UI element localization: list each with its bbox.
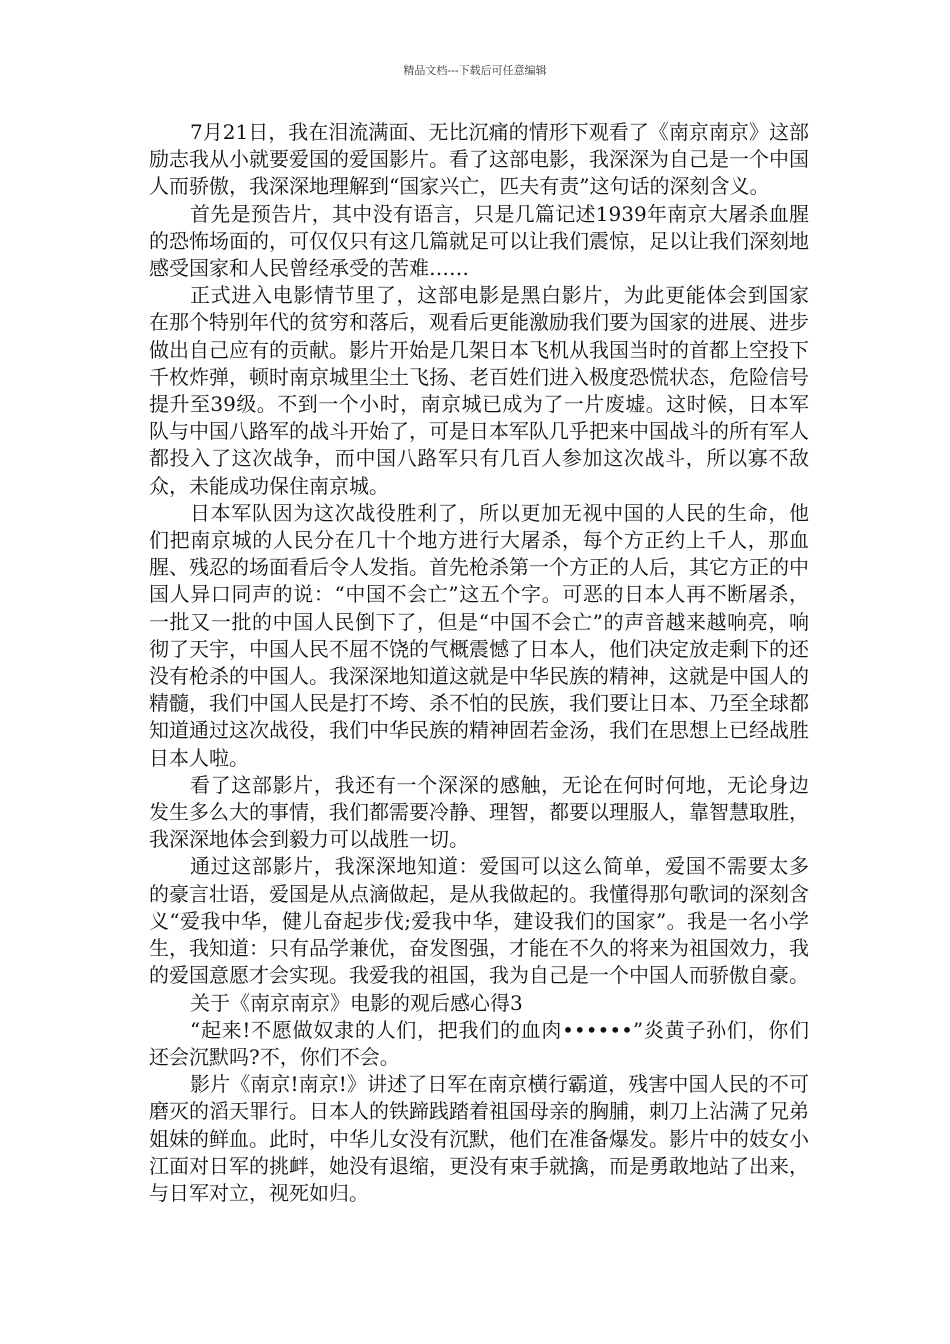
paragraph-2: 首先是预告片，其中没有语言，只是几篇记述1939年南京大屠杀血腥的恐怖场面的，可仅仅只有这几篇就足可以让我们震惊，足以让我们深刻地感受国家和人民曾经承受的苦难…… [149,201,809,281]
paragraph-3: 正式进入电影情节里了，这部电影是黑白影片，为此更能体会到国家在那个特别年代的贫穷和落后，观看后更能激励我们要为国家的进展、进步做出自己应有的贡献。影片开始是几架日本飞机从我国当时的首都上空投下千枚炸弹，顿时南京城里尘土飞扬、老百姓们进入极度恐慌状态，危险信号提升至39级。不到一个小时，南京城已成为了一片废墟。这时候，日本军队与中国八路军的战斗开始了，可是日本军队几乎把来中国战斗的所有军人都投入了这次战争，而中国八路军只有几百人参加这次战斗，所以寡不敌众，未能成功保住南京城。 [149,283,809,498]
section-heading: 关于《南京南京》电影的观后感心得3 [190,990,523,1015]
paragraph-7: “起来!不愿做奴隶的人们，把我们的血肉••••••”炎黄子孙们，你们还会沉默吗?不，你们不会。 [149,1017,809,1069]
paragraph-1: 7月21日，我在泪流满面、无比沉痛的情形下观看了《南京南京》这部励志我从小就要爱国的爱国影片。看了这部电影，我深深为自己是一个中国人而骄傲，我深深地理解到“国家兴亡，匹夫有责”这句话的深刻含义。 [149,120,809,199]
page-header: 精品文档---下载后可任意编辑 [403,64,547,77]
paragraph-6: 通过这部影片，我深深地知道：爱国可以这么简单，爱国不需要太多的豪言壮语，爱国是从点滴做起，是从我做起的。我懂得那句歌词的深刻含义“爱我中华，健儿奋起步伐;爱我中华，建设我们的国家”。我是一名小学生，我知道：只有品学兼优，奋发图强，才能在不久的将来为祖国效力，我的爱国意愿才会实现。我爱我的祖国，我为自己是一个中国人而骄傲自豪。 [149,854,809,988]
paragraph-4: 日本军队因为这次战役胜利了，所以更加无视中国的人民的生命，他们把南京城的人民分在几十个地方进行大屠杀，每个方正约上千人，那血腥、残忍的场面看后令人发指。首先枪杀第一个方正的人后，其它方正的中国人异口同声的说：“中国不会亡”这五个字。可恶的日本人再不断屠杀，一批又一批的中国人民倒下了，但是“中国不会亡”的声音越来越响亮，响彻了天宇，中国人民不屈不饶的气概震憾了日本人，他们决定放走剩下的还没有枪杀的中国人。我深深地知道这就是中华民族的精神，这就是中国人的精髓，我们中国人民是打不垮、杀不怕的民族，我们要让日本、乃至全球都知道通过这次战役，我们中华民族的精神固若金汤，我们在思想上已经战胜日本人啦。 [149,500,809,770]
paragraph-5: 看了这部影片，我还有一个深深的感触，无论在何时何地，无论身边发生多么大的事情，我们都需要冷静、理智，都要以理服人，靠智慧取胜，我深深地体会到毅力可以战胜一切。 [149,772,809,852]
paragraph-8: 影片《南京!南京!》讲述了日军在南京横行霸道，残害中国人民的不可磨灭的滔天罪行。日本人的铁蹄践踏着祖国母亲的胸脯，刺刀上沾满了兄弟姐妹的鲜血。此时，中华儿女没有沉默，他们在准备爆发。影片中的妓女小江面对日军的挑衅，她没有退缩，更没有束手就擒，而是勇敢地站了出来，与日军对立，视死如归。 [149,1072,809,1205]
document-body [149,119,809,1207]
